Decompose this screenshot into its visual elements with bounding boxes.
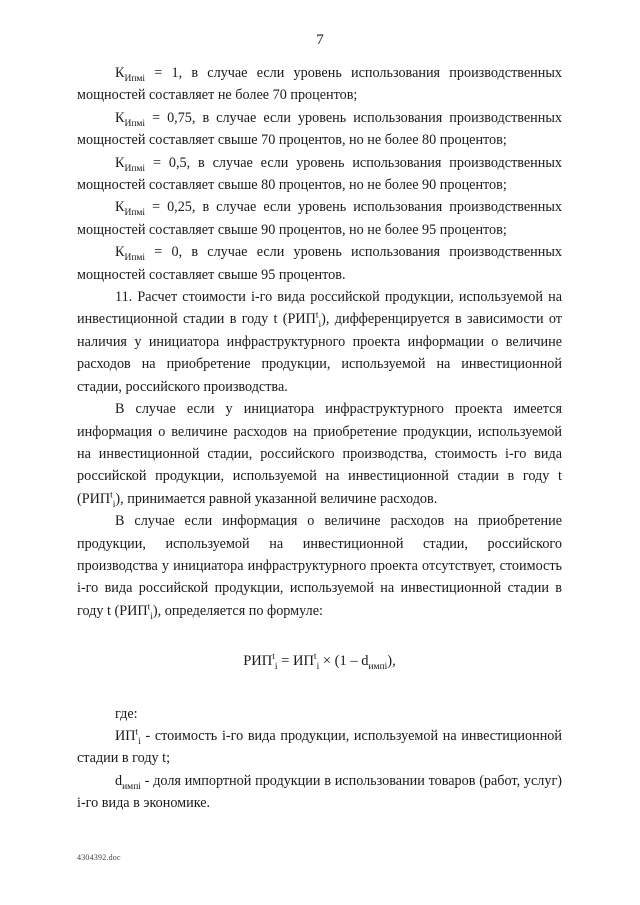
paragraph-11 [77, 286, 562, 398]
formula-tail: ), [387, 653, 396, 670]
rip-symbol: РИП [81, 490, 111, 507]
rip-subscript: i [112, 499, 116, 510]
rip-symbol: РИП [287, 311, 316, 328]
def-subscript: i [138, 736, 141, 747]
formula-mid: × (1 – d [319, 653, 369, 670]
coef-paragraph-4 [77, 196, 562, 241]
formula-equals: = [277, 653, 293, 670]
coef-symbol: К [115, 109, 125, 126]
def-superscript: t [135, 727, 139, 738]
coef-symbol: К [115, 244, 125, 261]
formula-ip-sup: t [313, 652, 317, 663]
formula-ip-sub: i [316, 662, 320, 673]
coef-symbol: К [115, 65, 125, 81]
coef-subscript: Ипмi [124, 253, 146, 264]
formula [77, 650, 562, 672]
paragraph-text: В случае если у инициатора инфраструктурного проекта имеется информация о величине расходов на приобретение продукции, используемой на инвестиционной стадии, российского производства, стоимость i-го вида российской продукции, используемой на инвестиционной стадии в году t ( [77, 401, 562, 507]
paragraph-case-info-missing [77, 510, 562, 622]
formula-lhs-sub: i [274, 662, 278, 673]
coef-paragraph-3 [77, 152, 562, 197]
rip-symbol: РИП [119, 602, 148, 619]
def-symbol: ИП [115, 727, 136, 744]
rip-superscript: t [315, 310, 319, 321]
coef-paragraph-1 [77, 62, 562, 107]
def-text: - стоимость i-го вида продукции, используемой на инвестиционной стадии в году t; [77, 727, 562, 767]
coef-subscript: Ипмi [124, 163, 146, 174]
paragraph-case-info-available [77, 398, 562, 510]
coef-symbol: К [115, 199, 125, 216]
def-subscript: импi [122, 781, 141, 792]
coef-text: = 1, в случае если уровень использования производственных мощностей составляет не более 70 процентов; [77, 65, 562, 104]
coef-paragraph-5 [77, 241, 562, 286]
definition-d [77, 770, 562, 815]
formula-lhs-sup: t [272, 652, 275, 663]
file-name-footer: 4304392.doc [77, 853, 121, 862]
paragraph-text: В случае если информация о величине расходов на приобретение продукции, используемой на инвестиционной стадии, российского производства у инициатора инфраструктурного проекта отсутствует, стоимость i-го вида российской продукции, используемой на инвестиционной стадии в году t ( [77, 513, 562, 619]
document-body [77, 62, 562, 815]
coef-subscript: Ипмi [124, 118, 146, 129]
coef-subscript: Ипмi [124, 73, 146, 84]
where-label: где: [115, 705, 138, 722]
rip-superscript: t [110, 489, 113, 500]
rip-superscript: t [147, 602, 151, 613]
paragraph-text: ), определяется по формуле: [152, 602, 323, 619]
coef-text: = 0, в случае если уровень использования производственных мощностей составляет свыше 95 процентов. [77, 244, 562, 283]
coef-subscript: Ипмi [124, 208, 146, 219]
formula-ip: ИП [292, 653, 314, 670]
paragraph-text: ), принимается равной указанной величине расходов. [115, 490, 438, 507]
rip-subscript: i [318, 320, 322, 331]
coef-paragraph-2 [77, 107, 562, 152]
formula-d-sub: импi [368, 662, 388, 673]
page-number: 7 [316, 32, 324, 48]
coef-symbol: К [115, 154, 125, 171]
definition-ip [77, 725, 562, 770]
def-text: - доля импортной продукции в использовании товаров (работ, услуг) i-го вида в экономике. [77, 772, 562, 812]
paragraph-text: ), дифференцируется в зависимости от наличия у инициатора инфраструктурного проекта информации о величине расходов на приобретение продукции, используемой на инвестиционной стадии, российского производства. [77, 311, 563, 395]
coef-text: = 0,5, в случае если уровень использования производственных мощностей составляет свыше 80 процентов, но не более 90 процентов; [77, 154, 562, 194]
rip-subscript: i [150, 611, 153, 622]
coef-text: = 0,75, в случае если уровень использования производственных мощностей составляет свыше 70 процентов, но не более 80 процентов; [77, 109, 562, 149]
coef-text: = 0,25, в случае если уровень использования производственных мощностей составляет свыше 90 процентов, но не более 95 процентов; [77, 199, 562, 238]
def-symbol: d [115, 772, 123, 789]
paragraph-text: 11. Расчет стоимости i-го вида российской продукции, используемой на инвестиционной стадии в году t ( [77, 289, 562, 328]
formula-lhs: РИП [243, 653, 273, 670]
